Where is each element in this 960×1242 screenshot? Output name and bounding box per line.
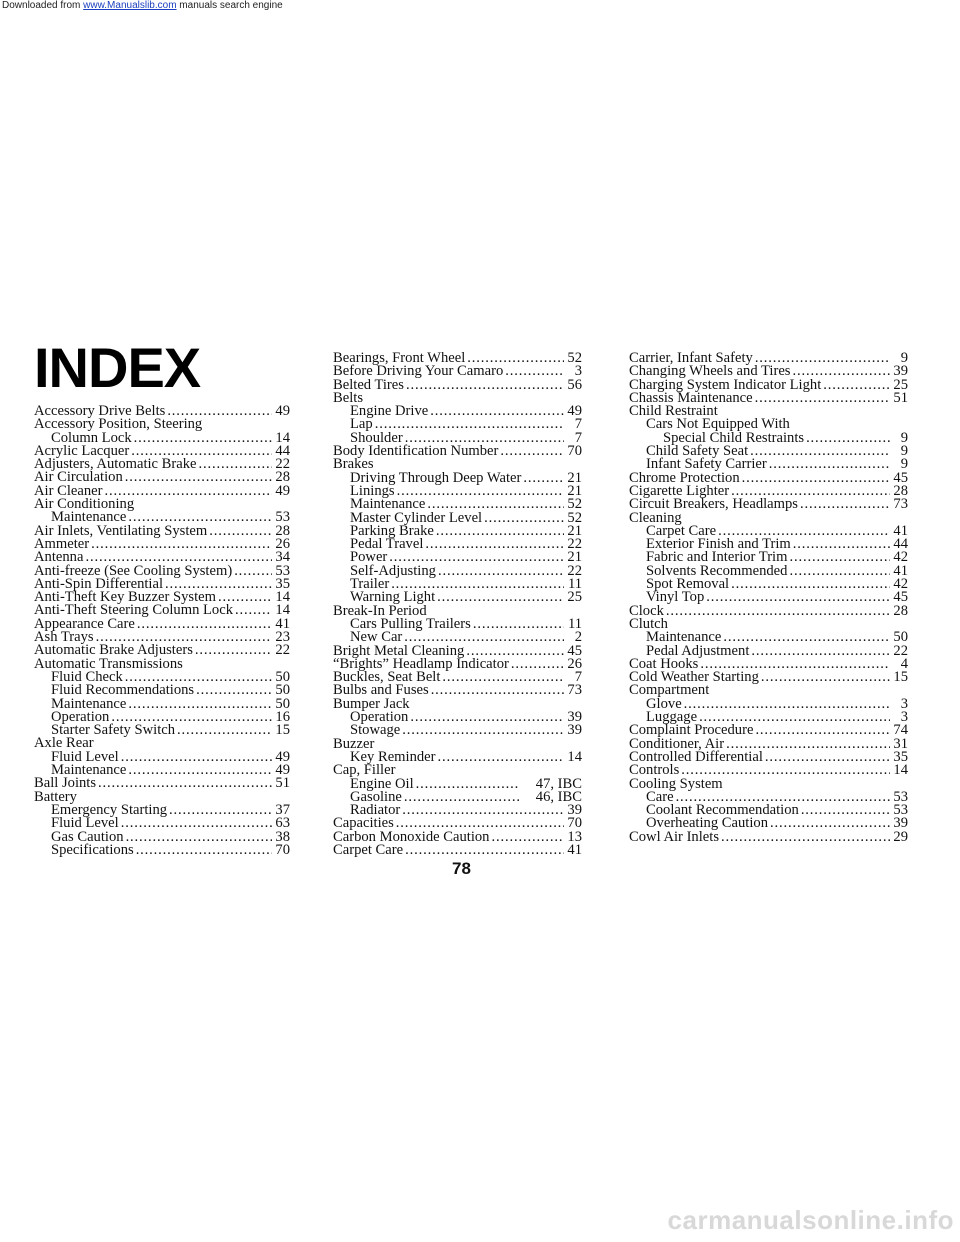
entry-page-ref: 21 <box>567 469 582 486</box>
entry-page-ref: 14 <box>275 602 290 619</box>
entry-term: Ball Joints <box>34 775 97 792</box>
dot-leader <box>402 724 564 737</box>
entry-page-ref: 63 <box>275 815 290 832</box>
entry-page-ref: 52 <box>567 509 582 526</box>
entry-term: Glove <box>646 695 682 712</box>
entry-term: Adjusters, Automatic Brake <box>34 456 197 473</box>
dot-leader <box>195 644 272 657</box>
dot-leader <box>410 711 564 724</box>
dot-leader <box>806 432 890 445</box>
entry-page-ref: 22 <box>567 536 582 553</box>
entry-page-ref: 50 <box>275 668 290 685</box>
entry-page-ref: 9 <box>900 429 908 446</box>
entry-page-ref: 2 <box>574 629 582 646</box>
entry-term: Fabric and Interior Trim <box>646 549 788 566</box>
entry-term: Axle Rear <box>34 735 94 752</box>
entry-term: Self-Adjusting <box>350 562 436 579</box>
entry-page-ref: 41 <box>275 615 290 632</box>
dot-leader <box>430 405 564 418</box>
page-number: 78 <box>452 859 471 878</box>
dot-leader <box>793 538 890 551</box>
entry-term: Carbon Monoxide Caution <box>333 828 490 845</box>
entry-term: Antenna <box>34 549 84 566</box>
entry-page-ref: 50 <box>275 682 290 699</box>
entry-term: Accessory Position, Steering <box>34 416 203 433</box>
index-entry <box>629 591 908 604</box>
entry-page-ref: 47, IBC <box>535 775 582 792</box>
dot-leader <box>136 844 272 857</box>
entry-page-ref: 39 <box>567 802 582 819</box>
entry-term: Fluid Level <box>51 815 119 832</box>
dot-leader <box>666 605 890 618</box>
entry-term: Maintenance <box>51 509 127 526</box>
entry-page-ref: 21 <box>567 522 582 539</box>
entry-term: Gasoline <box>350 788 402 805</box>
entry-term: Infant Safety Carrier <box>646 456 767 473</box>
entry-term: Operation <box>350 709 409 726</box>
entry-term: Bearings, Front Wheel <box>333 350 466 366</box>
entry-page-ref: 42 <box>893 576 908 593</box>
entry-page-ref: 28 <box>275 469 290 486</box>
entry-term: Radiator <box>350 802 401 819</box>
entry-page-ref: 51 <box>893 389 908 406</box>
dot-leader <box>416 778 520 791</box>
entry-page-ref: 14 <box>567 748 582 765</box>
entry-page-ref: 16 <box>275 708 290 725</box>
entry-term: Specifications <box>51 841 134 858</box>
entry-term: Cigarette Lighter <box>629 482 730 499</box>
entry-page-ref: 25 <box>567 589 582 606</box>
dot-leader <box>406 379 564 392</box>
download-banner <box>0 0 960 14</box>
banner-prefix: Downloaded from <box>2 0 84 11</box>
dot-leader <box>404 791 520 804</box>
entry-term: Anti-Theft Steering Column Lock <box>34 602 234 619</box>
entry-page-ref: 70 <box>567 443 582 460</box>
entry-term: Bumper Jack <box>333 695 410 712</box>
entry-page-ref: 41 <box>893 522 908 539</box>
entry-term: Bulbs and Fuses <box>333 682 429 699</box>
entry-term: Linings <box>350 482 395 499</box>
entry-page-ref: 56 <box>567 376 582 393</box>
entry-term: Automatic Brake Adjusters <box>34 642 193 659</box>
entry-term: Ammeter <box>34 535 90 552</box>
entry-page-ref: 70 <box>275 841 290 858</box>
watermark: carmanualsonline.info <box>667 1205 954 1235</box>
dot-leader <box>789 565 890 578</box>
entry-page-ref: 7 <box>574 416 582 433</box>
entry-term: Shoulder <box>350 429 403 446</box>
entry-term: Cooling System <box>629 775 723 792</box>
entry-term: Charging System Indicator Light <box>629 376 822 393</box>
dot-leader <box>196 684 272 697</box>
entry-term: Cold Weather Starting <box>629 669 759 686</box>
dot-leader <box>234 565 272 578</box>
entry-term: Brakes <box>333 456 374 473</box>
entry-page-ref: 49 <box>275 403 290 419</box>
entry-term: Bright Metal Cleaning <box>333 642 465 659</box>
entry-page-ref: 28 <box>893 602 908 619</box>
entry-page-ref: 38 <box>275 828 290 845</box>
entry-page-ref: 3 <box>574 363 582 380</box>
dot-leader <box>134 432 272 445</box>
index-entry <box>333 841 582 858</box>
dot-leader <box>209 525 272 538</box>
entry-term: Cleaning <box>629 509 682 526</box>
dot-leader <box>500 445 564 458</box>
entry-page-ref: 50 <box>275 695 290 712</box>
entry-page-ref: 9 <box>900 350 908 366</box>
index-entry <box>629 828 908 845</box>
entry-term: Stowage <box>350 722 401 739</box>
entry-page-ref: 13 <box>567 828 582 845</box>
entry-term: Belted Tires <box>333 376 404 393</box>
entry-term: Changing Wheels and Tires <box>629 363 791 380</box>
dot-leader <box>684 698 890 711</box>
dot-leader <box>765 751 890 764</box>
dot-leader <box>431 684 564 697</box>
entry-term: Chrome Protection <box>629 469 740 486</box>
dot-leader <box>98 777 272 790</box>
entry-page-ref: 53 <box>275 509 290 526</box>
entry-page-ref: 34 <box>275 549 290 566</box>
entry-page-ref: 22 <box>893 642 908 659</box>
entry-term: Child Safety Seat <box>646 443 749 460</box>
entry-term: Conditioner, Air <box>629 735 725 752</box>
entry-term: Controlled Differential <box>629 748 763 765</box>
entry-term: Care <box>646 788 674 805</box>
entry-term: Coat Hooks <box>629 655 699 672</box>
entry-term: Break-In Period <box>333 602 427 619</box>
entry-page-ref: 28 <box>893 482 908 499</box>
entry-term: “Brights” Headlamp Indicator <box>333 655 509 672</box>
dot-leader <box>731 578 890 591</box>
dot-leader <box>402 804 564 817</box>
entry-term: Operation <box>51 708 110 725</box>
dot-leader <box>750 445 890 458</box>
entry-page-ref: 39 <box>567 722 582 739</box>
entry-term: Air Conditioning <box>34 496 135 513</box>
entry-page-ref: 22 <box>567 562 582 579</box>
entry-page-ref: 9 <box>900 456 908 473</box>
banner-suffix: manuals search engine <box>176 0 283 11</box>
entry-page-ref: 53 <box>275 562 290 579</box>
entry-page-ref: 50 <box>893 629 908 646</box>
entry-term: Power <box>350 549 388 566</box>
entry-page-ref: 53 <box>893 788 908 805</box>
entry-page-ref: 9 <box>900 443 908 460</box>
entry-page-ref: 73 <box>567 682 582 699</box>
entry-page-ref: 14 <box>275 589 290 606</box>
entry-page-ref: 45 <box>567 642 582 659</box>
entry-term: Driving Through Deep Water <box>350 469 522 486</box>
entry-page-ref: 29 <box>893 828 908 845</box>
entry-page-ref: 3 <box>900 695 908 712</box>
entry-term: Body Identification Number <box>333 443 499 460</box>
dot-leader <box>511 658 564 671</box>
dot-leader <box>375 418 564 431</box>
entry-page-ref: 28 <box>275 522 290 539</box>
entry-term: Fluid Check <box>51 668 123 685</box>
dot-leader <box>800 498 890 511</box>
entry-term: Battery <box>34 788 77 805</box>
entry-term: Anti-freeze (See Cooling System) <box>34 562 233 579</box>
entry-term: Engine Drive <box>350 403 429 420</box>
entry-page-ref: 15 <box>893 669 908 686</box>
entry-term: Carpet Care <box>333 841 404 858</box>
index-column-1 <box>34 405 290 857</box>
entry-page-ref: 35 <box>893 748 908 765</box>
entry-term: Automatic Transmissions <box>34 655 183 672</box>
manualslib-link[interactable]: www.Manualslib.com <box>83 0 177 11</box>
dot-leader <box>761 671 890 684</box>
entry-term: Maintenance <box>350 496 426 513</box>
dot-leader <box>425 538 564 551</box>
entry-term: Maintenance <box>646 629 722 646</box>
entry-page-ref: 45 <box>893 469 908 486</box>
dot-leader <box>442 671 564 684</box>
entry-page-ref: 26 <box>275 535 290 552</box>
dot-leader <box>405 844 564 857</box>
dot-leader <box>789 551 890 564</box>
entry-page-ref: 49 <box>275 748 290 765</box>
entry-term: Emergency Starting <box>51 801 168 818</box>
entry-page-ref: 37 <box>275 801 290 818</box>
entry-page-ref: 53 <box>893 802 908 819</box>
entry-page-ref: 15 <box>275 722 290 739</box>
entry-term: Engine Oil <box>350 775 414 792</box>
dot-leader <box>199 458 272 471</box>
dot-leader <box>491 831 564 844</box>
entry-term: Luggage <box>646 709 698 726</box>
dot-leader <box>437 591 564 604</box>
entry-page-ref: 22 <box>275 456 290 473</box>
entry-page-ref: 45 <box>893 589 908 606</box>
entry-term: Cap, Filler <box>333 762 396 779</box>
entry-page-ref: 14 <box>893 762 908 779</box>
entry-page-ref: 49 <box>275 762 290 779</box>
entry-term: Master Cylinder Level <box>350 509 483 526</box>
entry-term: Exterior Finish and Trim <box>646 536 791 553</box>
entry-term: Anti-Spin Differential <box>34 575 164 592</box>
entry-term: Accessory Drive Belts <box>34 403 166 419</box>
entry-term: Spot Removal <box>646 576 730 593</box>
entry-page-ref: 14 <box>275 429 290 446</box>
entry-term: Cowl Air Inlets <box>629 828 719 845</box>
dot-leader <box>706 591 890 604</box>
dot-leader <box>235 604 272 617</box>
entry-term: Capacities <box>333 815 394 832</box>
entry-term: Warning Light <box>350 589 436 606</box>
entry-term: Vinyl Top <box>646 589 705 606</box>
dot-leader <box>128 698 272 711</box>
entry-term: Pedal Adjustment <box>646 642 750 659</box>
index-entry <box>34 841 290 858</box>
entry-page-ref: 11 <box>567 615 582 632</box>
dot-leader <box>438 565 564 578</box>
entry-term: Air Inlets, Ventilating System <box>34 522 208 539</box>
entry-term: Carpet Care <box>646 522 717 539</box>
entry-term: New Car <box>350 629 403 646</box>
entry-page-ref: 73 <box>893 496 908 513</box>
entry-page-ref: 21 <box>567 549 582 566</box>
dot-leader <box>751 645 890 658</box>
entry-page-ref: 22 <box>275 642 290 659</box>
entry-page-ref: 21 <box>567 482 582 499</box>
entry-page-ref: 41 <box>567 841 582 858</box>
entry-page-ref: 26 <box>567 655 582 672</box>
entry-term: Key Reminder <box>350 748 436 765</box>
entry-term: Column Lock <box>51 429 132 446</box>
entry-page-ref: 44 <box>275 442 290 459</box>
entry-term: Clutch <box>629 615 668 632</box>
entry-term: Fluid Level <box>51 748 119 765</box>
dot-leader <box>721 831 890 844</box>
entry-page-ref: 31 <box>893 735 908 752</box>
entry-term: Buzzer <box>333 735 375 752</box>
entry-term: Solvents Recommended <box>646 562 788 579</box>
dot-leader <box>125 471 272 484</box>
entry-term: Before Driving Your Camaro <box>333 363 504 380</box>
entry-term: Controls <box>629 762 680 779</box>
dot-leader <box>742 472 890 485</box>
index-column-3 <box>629 352 908 844</box>
dot-leader <box>121 751 272 764</box>
entry-term: Overheating Caution <box>646 815 768 832</box>
entry-term: Anti-Theft Key Buzzer System <box>34 589 216 606</box>
entry-page-ref: 35 <box>275 575 290 592</box>
dot-leader <box>769 458 890 471</box>
entry-page-ref: 52 <box>567 496 582 513</box>
dot-leader <box>505 365 564 378</box>
entry-page-ref: 39 <box>893 363 908 380</box>
entry-term: Cars Pulling Trailers <box>350 615 471 632</box>
entry-term: Complaint Procedure <box>629 722 754 739</box>
entry-term: Compartment <box>629 682 710 699</box>
dot-leader <box>91 538 272 551</box>
dot-leader <box>128 764 272 777</box>
entry-page-ref: 74 <box>893 722 908 739</box>
entry-term: Circuit Breakers, Headlamps <box>629 496 798 513</box>
entry-page-ref: 39 <box>567 709 582 726</box>
entry-page-ref: 41 <box>893 562 908 579</box>
entry-page-ref: 3 <box>900 709 908 726</box>
dot-leader <box>823 379 890 392</box>
entry-term: Chassis Maintenance <box>629 389 753 406</box>
entry-term: Clock <box>629 602 664 619</box>
entry-term: Carrier, Infant Safety <box>629 350 753 366</box>
entry-term: Special Child Restraints <box>663 429 805 446</box>
index-entry <box>333 376 582 393</box>
entry-page-ref: 51 <box>275 775 290 792</box>
entry-term: Coolant Recommendation <box>646 802 799 819</box>
index-title: INDEX <box>34 336 201 399</box>
entry-term: Lap <box>350 416 373 433</box>
entry-page-ref: 4 <box>900 655 908 672</box>
entry-page-ref: 70 <box>567 815 582 832</box>
entry-page-ref: 49 <box>567 403 582 420</box>
entry-term: Acrylic Lacquer <box>34 442 130 459</box>
dot-leader <box>436 525 564 538</box>
entry-term: Child Restraint <box>629 403 718 420</box>
entry-term: Air Circulation <box>34 469 123 486</box>
dot-leader <box>755 724 890 737</box>
entry-page-ref: 11 <box>567 576 582 593</box>
entry-page-ref: 7 <box>574 429 582 446</box>
entry-term: Buckles, Seat Belt <box>333 669 441 686</box>
entry-page-ref: 39 <box>893 815 908 832</box>
dot-leader <box>770 817 890 830</box>
entry-term: Air Cleaner <box>34 482 103 499</box>
dot-leader <box>121 817 272 830</box>
entry-page-ref: 49 <box>275 482 290 499</box>
dot-leader <box>169 804 272 817</box>
entry-term: Fluid Recommendations <box>51 682 195 699</box>
entry-page-ref: 52 <box>567 350 582 366</box>
index-column-2 <box>333 352 582 857</box>
entry-term: Cars Not Equipped With <box>646 416 790 433</box>
index-entry <box>629 602 908 619</box>
dot-leader <box>801 804 890 817</box>
entry-page-ref: 44 <box>893 536 908 553</box>
dot-leader <box>484 512 564 525</box>
entry-term: Starter Safety Switch <box>51 722 176 739</box>
dot-leader <box>438 751 564 764</box>
entry-term: Maintenance <box>51 762 127 779</box>
dot-leader <box>126 831 272 844</box>
entry-page-ref: 42 <box>893 549 908 566</box>
entry-page-ref: 46, IBC <box>535 788 582 805</box>
entry-term: Belts <box>333 389 363 406</box>
entry-page-ref: 23 <box>275 629 290 646</box>
dot-leader <box>755 392 890 405</box>
entry-term: Ash Trays <box>34 629 94 646</box>
entry-term: Appearance Care <box>34 615 135 632</box>
dot-leader <box>177 724 272 737</box>
entry-page-ref: 25 <box>893 376 908 393</box>
entry-term: Trailer <box>350 576 390 593</box>
entry-page-ref: 7 <box>574 669 582 686</box>
entry-term: Maintenance <box>51 695 127 712</box>
entry-term: Parking Brake <box>350 522 434 539</box>
entry-term: Gas Caution <box>51 828 124 845</box>
dot-leader <box>137 618 272 631</box>
dot-leader <box>473 618 564 631</box>
dot-leader <box>523 472 564 485</box>
entry-term: Pedal Travel <box>350 536 424 553</box>
